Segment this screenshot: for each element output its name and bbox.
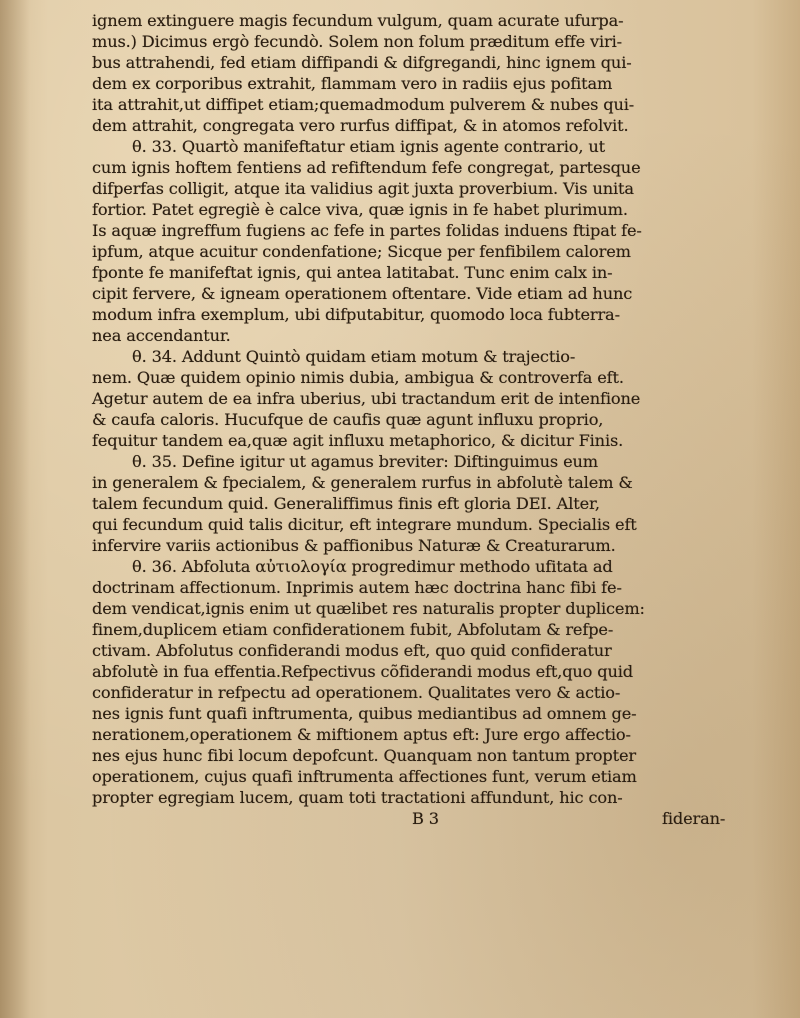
paragraph-34-start: θ. 34. Addunt Quintò quidam etiam motum & trajectio- xyxy=(132,347,576,366)
text-line: finem,duplicem etiam confiderationem fubit, Abfolutam & refpe- xyxy=(92,620,614,639)
text-line: dem attrahit, congregata vero rurfus diffipat, & in atomos refolvit. xyxy=(92,116,629,135)
paragraph-36-start: θ. 36. Abfoluta αὐτιολογία progredimur methodo ufitata ad xyxy=(132,557,613,576)
text-line: nes ignis funt quafi inftrumenta, quibus mediantibus ad omnem ge- xyxy=(92,704,637,723)
text-line: Agetur autem de ea infra uberius, ubi tractandum erit de intenfione xyxy=(92,389,641,408)
text-line: nem. Quæ quidem opinio nimis dubia, ambigua & controverfa eft. xyxy=(92,368,624,387)
text-line: ignem extinguere magis fecundum vulgum, quam acurate ufurpa- xyxy=(92,11,624,30)
text-line: & caufa caloris. Hucufque de caufis quæ agunt influxu proprio, xyxy=(92,410,604,429)
page-gutter-shadow xyxy=(0,0,30,1018)
text-line: ipfum, atque acuitur condenfatione; Sicque per fenfibilem calorem xyxy=(92,242,631,261)
signature-mark: B 3 xyxy=(412,809,439,828)
text-line: fponte fe manifeftat ignis, qui antea latitabat. Tunc enim calx in- xyxy=(92,263,613,282)
text-line: nerationem,operationem & miftionem aptus eft: Jure ergo affectio- xyxy=(92,725,631,744)
text-line: abfolutè in fua effentia.Refpectivus cõfiderandi modus eft,quo quid xyxy=(92,662,633,681)
text-line: Is aquæ ingreffum fugiens ac fefe in partes folidas induens ftipat fe- xyxy=(92,221,642,240)
text-line: modum infra exemplum, ubi difputabitur, quomodo loca fubterra- xyxy=(92,305,620,324)
text-line: dem ex corporibus extrahit, flammam vero in radiis ejus pofitam xyxy=(92,74,613,93)
text-line: dem vendicat,ignis enim ut quælibet res naturalis propter duplicem: xyxy=(92,599,645,618)
text-line: infervire variis actionibus & paffionibus Naturæ & Creaturarum. xyxy=(92,536,616,555)
page-text xyxy=(92,10,772,829)
text-line: ctivam. Abfolutus confiderandi modus eft, quo quid confideratur xyxy=(92,641,612,660)
paragraph-35-start: θ. 35. Define igitur ut agamus breviter: Diftinguimus eum xyxy=(132,452,598,471)
text-line: nea accendantur. xyxy=(92,326,231,345)
text-line: fequitur tandem ea,quæ agit influxu metaphorico, & dicitur Finis. xyxy=(92,431,624,450)
text-line: ita attrahit,ut diffipet etiam;quemadmodum pulverem & nubes qui- xyxy=(92,95,635,114)
text-line: fortior. Patet egregiè è calce viva, quæ ignis in fe habet plurimum. xyxy=(92,200,628,219)
text-line: qui fecundum quid talis dicitur, eft integrare mundum. Specialis eft xyxy=(92,515,637,534)
text-line: in generalem & fpecialem, & generalem rurfus in abfolutè talem & xyxy=(92,473,633,492)
text-line: mus.) Dicimus ergò fecundò. Solem non folum præditum effe viri- xyxy=(92,32,622,51)
text-line: operationem, cujus quafi inftrumenta affectiones funt, verum etiam xyxy=(92,767,637,786)
paragraph-33-start: θ. 33. Quartò manifeftatur etiam ignis agente contrario, ut xyxy=(132,137,605,156)
text-line: bus attrahendi, fed etiam diffipandi & difgregandi, hinc ignem qui- xyxy=(92,53,632,72)
text-line: propter egregiam lucem, quam toti tractationi affundunt, hic con- xyxy=(92,788,623,807)
text-line: talem fecundum quid. Generaliffimus finis eft gloria DEI. Alter, xyxy=(92,494,600,513)
text-line: doctrinam affectionum. Inprimis autem hæc doctrina hanc fibi fe- xyxy=(92,578,622,597)
text-line: cum ignis hoftem fentiens ad refiftendum fefe congregat, partesque xyxy=(92,158,641,177)
text-line: confideratur in refpectu ad operationem. Qualitates vero & actio- xyxy=(92,683,621,702)
text-line: nes ejus hunc fibi locum depofcunt. Quanquam non tantum propter xyxy=(92,746,636,765)
page-footer xyxy=(92,808,772,829)
catchword: fideran- xyxy=(662,809,726,828)
text-line: cipit fervere, & igneam operationem oftentare. Vide etiam ad hunc xyxy=(92,284,633,303)
text-line: difperfas colligit, atque ita validius agit juxta proverbium. Vis unita xyxy=(92,179,634,198)
